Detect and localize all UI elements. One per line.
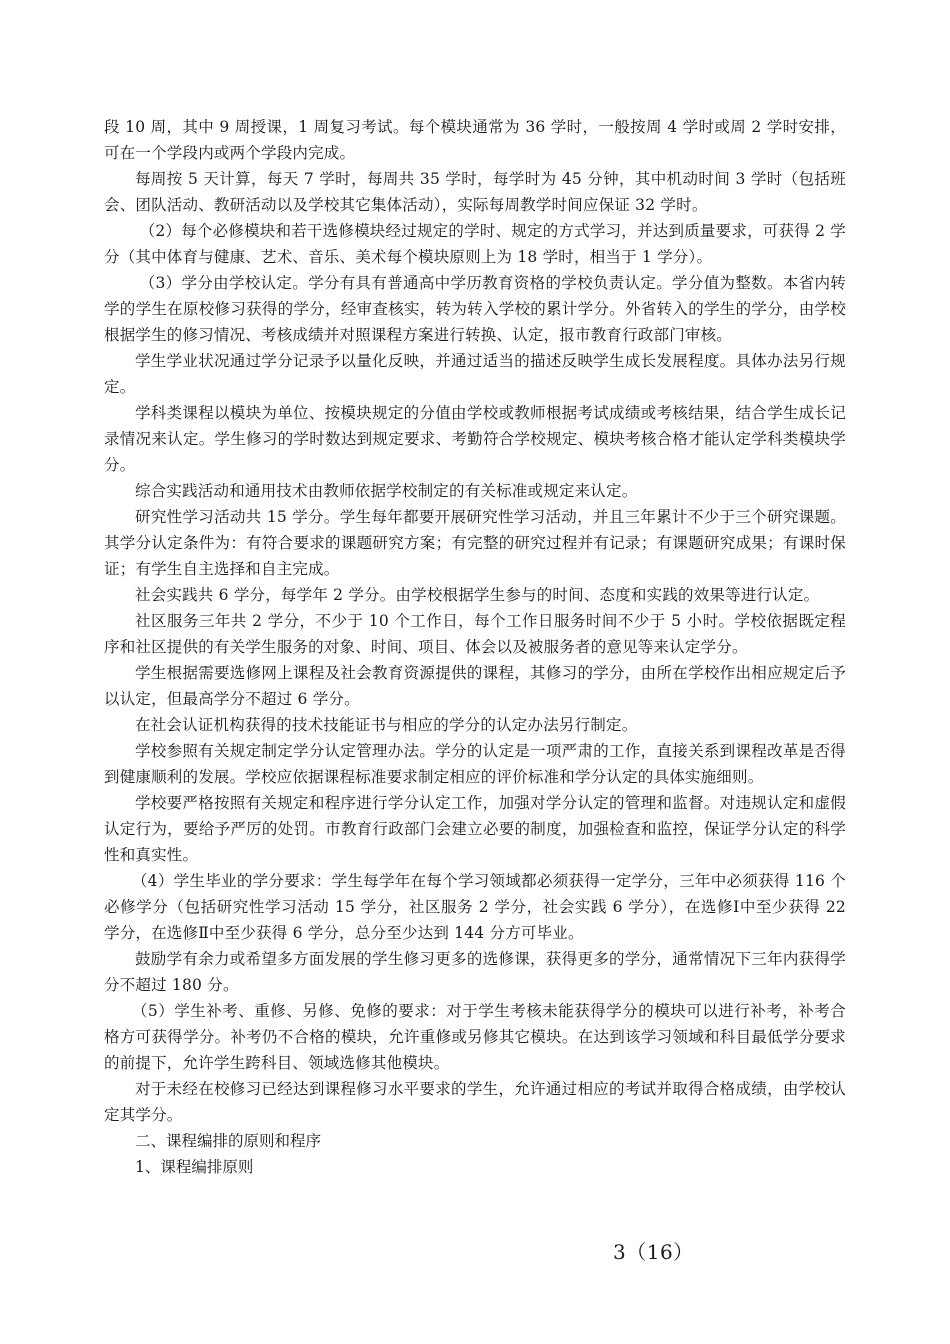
section-heading: 二、课程编排的原则和程序 — [135, 1132, 322, 1150]
paragraph-15: （4）学生毕业的学分要求：学生每学年在每个学习领域都必须获得一定学分，三年中必须获得 116 个必修学分（包括研究性学习活动 15 学分，社区服务 2 学分，社会实践 6 学分），在选修Ⅰ中至少获得 22 学分，在选修Ⅱ中至少获得 6 学分，总分至少达到 144 分方可毕业。 — [104, 872, 846, 942]
paragraph-16: 鼓励学有余力或希望多方面发展的学生修习更多的选修课，获得更多的学分，通常情况下三年内获得学分不超过 180 分。 — [104, 950, 846, 994]
paragraph-4: （3）学分由学校认定。学分有具有普通高中学历教育资格的学校负责认定。学分值为整数。本省内转学的学生在原校修习获得的学分，经审查核实，转为转入学校的累计学分。外省转入的学生的学分，由学校根据学生的修习情况、考核成绩并对照课程方案进行转换、认定，报市教育行政部门审核。 — [104, 274, 846, 344]
paragraph-18: 对于未经在校修习已经达到课程修习水平要求的学生，允许通过相应的考试并取得合格成绩，由学校认定其学分。 — [104, 1080, 846, 1124]
subsection-heading: 1、课程编排原则 — [135, 1158, 254, 1176]
paragraph-13: 学校参照有关规定制定学分认定管理办法。学分的认定是一项严肃的工作，直接关系到课程改革是否得到健康顺利的发展。学校应依据课程标准要求制定相应的评价标准和学分认定的具体实施细则。 — [104, 742, 846, 786]
paragraph-17: （5）学生补考、重修、另修、免修的要求：对于学生考核未能获得学分的模块可以进行补考，补考合格方可获得学分。补考仍不合格的模块，允许重修或另修其它模块。在达到该学习领域和科目最低学分要求的前提下，允许学生跨科目、领域选修其他模块。 — [104, 1002, 846, 1072]
paragraph-1: 段 10 周，其中 9 周授课，1 周复习考试。每个模块通常为 36 学时，一般按周 4 学时或周 2 学时安排，可在一个学段内或两个学段内完成。 — [104, 118, 846, 162]
paragraph-3: （2）每个必修模块和若干选修模块经过规定的学时、规定的方式学习，并达到质量要求，可获得 2 学分（其中体育与健康、艺术、音乐、美术每个模块原则上为 18 学时，相当于 1 学分）。 — [104, 222, 846, 266]
paragraph-8: 研究性学习活动共 15 学分。学生每年都要开展研究性学习活动，并且三年累计不少于三个研究课题。其学分认定条件为：有符合要求的课题研究方案；有完整的研究过程并有记录；有课题研究成果；有课时保证；有学生自主选择和自主完成。 — [104, 508, 846, 578]
paragraph-9: 社会实践共 6 学分，每学年 2 学分。由学校根据学生参与的时间、态度和实践的效果等进行认定。 — [135, 586, 820, 604]
paragraph-2: 每周按 5 天计算，每天 7 学时，每周共 35 学时，每学时为 45 分钟，其中机动时间 3 学时（包括班会、团队活动、教研活动以及学校其它集体活动），实际每周教学时间应保证 32 学时。 — [104, 170, 846, 214]
page-number: 3（16） — [613, 1240, 694, 1264]
paragraph-14: 学校要严格按照有关规定和程序进行学分认定工作，加强对学分认定的管理和监督。对违规认定和虚假认定行为，要给予严厉的处罚。市教育行政部门会建立必要的制度，加强检查和监控，保证学分认定的科学性和真实性。 — [104, 794, 846, 864]
paragraph-5: 学生学业状况通过学分记录予以量化反映，并通过适当的描述反映学生成长发展程度。具体办法另行规定。 — [104, 352, 846, 396]
document-body — [104, 114, 846, 1180]
paragraph-7: 综合实践活动和通用技术由教师依据学校制定的有关标准或规定来认定。 — [135, 482, 638, 500]
paragraph-10: 社区服务三年共 2 学分，不少于 10 个工作日，每个工作日服务时间不少于 5 小时。学校依据既定程序和社区提供的有关学生服务的对象、时间、项目、体会以及被服务者的意见等来认定学分。 — [104, 612, 846, 656]
paragraph-12: 在社会认证机构获得的技术技能证书与相应的学分的认定办法另行制定。 — [135, 716, 638, 734]
paragraph-11: 学生根据需要选修网上课程及社会教育资源提供的课程，其修习的学分，由所在学校作出相应规定后予以认定，但最高学分不超过 6 学分。 — [104, 664, 846, 708]
paragraph-6: 学科类课程以模块为单位、按模块规定的分值由学校或教师根据考试成绩或考核结果，结合学生成长记录情况来认定。学生修习的学时数达到规定要求、考勤符合学校规定、模块考核合格才能认定学科类模块学分。 — [104, 404, 846, 474]
